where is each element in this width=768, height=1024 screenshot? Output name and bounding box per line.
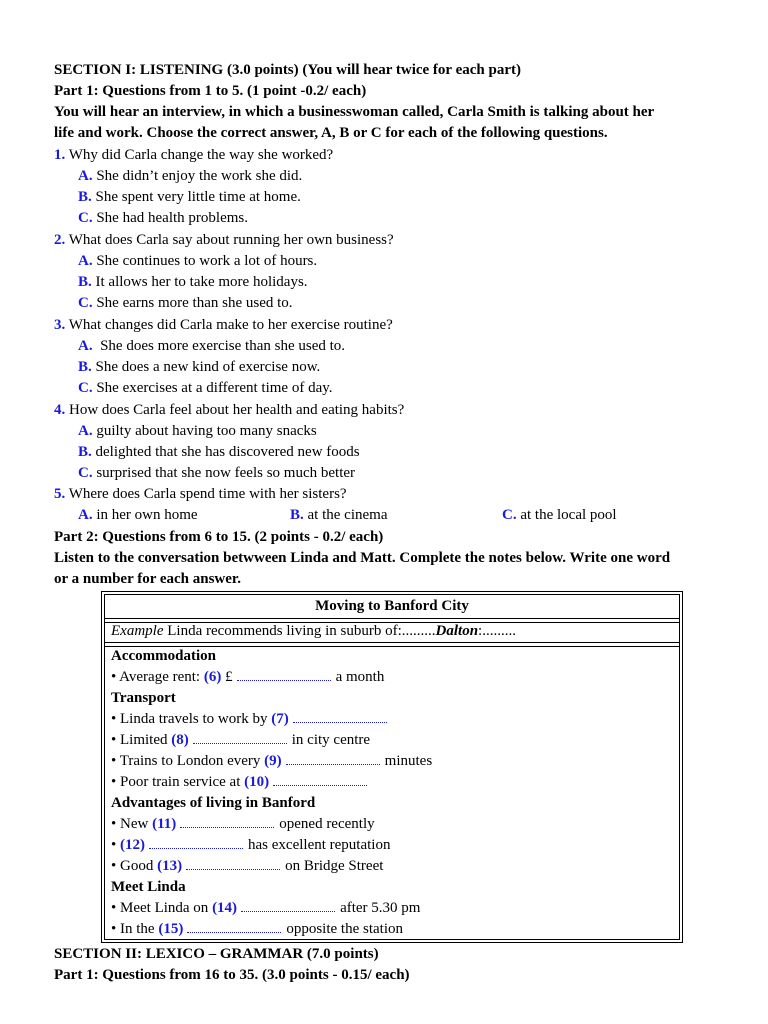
- note-text: minutes: [384, 753, 433, 769]
- note-text: in city centre: [291, 732, 371, 748]
- q1-option-c: [78, 208, 248, 229]
- option-text: at the cinema: [307, 507, 388, 523]
- option-letter: C.: [78, 380, 93, 396]
- note-text: • Average rent:: [111, 669, 204, 685]
- question-text: How does Carla feel about her health and eating habits?: [69, 402, 405, 418]
- option-letter: B.: [78, 189, 92, 205]
- option-text: guilty about having too many snacks: [96, 423, 317, 439]
- option-letter: A.: [78, 253, 93, 269]
- option-text: surprised that she now feels so much better: [96, 465, 356, 481]
- note-text: after 5.30 pm: [340, 900, 421, 916]
- option-letter: C.: [502, 507, 517, 523]
- part1-instruction-line2: life and work. Choose the correct answer, A, B or C for each of the following questions.: [54, 125, 608, 141]
- answer-blank-8[interactable]: [193, 731, 287, 744]
- part2-instruction-line2: or a number for each answer.: [54, 571, 241, 587]
- note-text: opposite the station: [286, 921, 403, 937]
- q5-option-a: [78, 505, 198, 526]
- question-number: 4.: [54, 402, 66, 418]
- note-q15: [111, 919, 403, 940]
- option-text: She earns more than she used to.: [96, 295, 293, 311]
- question-number: 2.: [54, 232, 66, 248]
- advantages-heading: Advantages of living in Banford: [111, 795, 316, 811]
- option-text: in her own home: [96, 507, 198, 523]
- question-number: (12): [120, 837, 146, 853]
- question-4: [54, 400, 404, 421]
- note-q6: [111, 667, 384, 688]
- answer-blank-12[interactable]: [149, 836, 243, 849]
- note-text: • New: [111, 816, 153, 832]
- note-text: a month: [335, 669, 385, 685]
- q2-option-a: [78, 251, 317, 272]
- question-text: Where does Carla spend time with her sisters?: [68, 486, 347, 502]
- note-q12: [111, 835, 390, 856]
- meet-linda-heading: Meet Linda: [111, 879, 186, 895]
- question-number: (9): [264, 753, 282, 769]
- question-number: (6): [203, 669, 222, 685]
- option-letter: C.: [78, 295, 93, 311]
- option-text: She spent very little time at home.: [95, 189, 301, 205]
- note-text: on Bridge Street: [285, 858, 384, 874]
- q1-option-a: [78, 166, 302, 187]
- note-text: • Linda travels to work by: [111, 711, 272, 727]
- notes-table: [101, 591, 683, 943]
- note-text: • Trains to London every: [111, 753, 265, 769]
- note-q8: [111, 730, 370, 751]
- question-number: (8): [171, 732, 189, 748]
- note-q14: [111, 898, 420, 919]
- question-number: 1.: [54, 147, 66, 163]
- answer-blank-14[interactable]: [241, 899, 335, 912]
- answer-blank-10[interactable]: [273, 773, 367, 786]
- part1-instruction-line1: You will hear an interview, in which a businesswoman called, Carla Smith is talking about her: [54, 104, 655, 120]
- option-text: She had health problems.: [96, 210, 248, 226]
- section1-heading: SECTION I: LISTENING (3.0 points) (You will hear twice for each part): [54, 62, 521, 78]
- transport-heading: Transport: [111, 690, 176, 706]
- note-q11: [111, 814, 375, 835]
- note-text: • In the: [111, 921, 159, 937]
- question-number: (14): [212, 900, 238, 916]
- notes-title: Moving to Banford City: [315, 598, 469, 614]
- option-letter: B.: [290, 507, 304, 523]
- option-text: She does more exercise than she used to.: [96, 338, 346, 354]
- option-letter: A.: [78, 507, 93, 523]
- option-letter: A.: [78, 168, 93, 184]
- question-number: 5.: [54, 486, 66, 502]
- part2-heading: Part 2: Questions from 6 to 15. (2 points - 0.2/ each): [54, 529, 384, 545]
- note-q7: [111, 709, 392, 730]
- section2-heading: SECTION II: LEXICO – GRAMMAR (7.0 points): [54, 946, 379, 962]
- answer-blank-13[interactable]: [186, 857, 280, 870]
- question-number: (10): [244, 774, 270, 790]
- example-tail: :.........: [478, 623, 516, 639]
- question-text: What changes did Carla make to her exercise routine?: [68, 317, 393, 333]
- question-text: Why did Carla change the way she worked?: [68, 147, 334, 163]
- option-letter: A.: [78, 338, 93, 354]
- part1-heading: Part 1: Questions from 1 to 5. (1 point -0.2/ each): [54, 83, 367, 99]
- q3-option-c: [78, 378, 333, 399]
- option-letter: B.: [78, 359, 92, 375]
- answer-blank-6[interactable]: [237, 668, 331, 681]
- option-text: She exercises at a different time of day.: [96, 380, 333, 396]
- question-1: [54, 145, 333, 166]
- q2-option-c: [78, 293, 293, 314]
- option-text: It allows her to take more holidays.: [95, 274, 308, 290]
- option-text: delighted that she has discovered new foods: [95, 444, 360, 460]
- option-text: She does a new kind of exercise now.: [95, 359, 321, 375]
- note-text: has excellent reputation: [248, 837, 391, 853]
- q4-option-b: [78, 442, 360, 463]
- q3-option-b: [78, 357, 320, 378]
- option-letter: A.: [78, 423, 93, 439]
- note-q9: [111, 751, 432, 772]
- answer-blank-9[interactable]: [286, 752, 380, 765]
- answer-blank-7[interactable]: [293, 710, 387, 723]
- answer-blank-15[interactable]: [187, 920, 281, 933]
- note-text: • Poor train service at: [111, 774, 245, 790]
- option-letter: C.: [78, 465, 93, 481]
- note-text: £: [221, 669, 233, 685]
- note-text: • Meet Linda on: [111, 900, 213, 916]
- note-text: • Limited: [111, 732, 172, 748]
- question-number: (11): [152, 816, 177, 832]
- accommodation-heading: Accommodation: [111, 648, 216, 664]
- example-text: Linda recommends living in suburb of:.........: [163, 623, 436, 639]
- answer-blank-11[interactable]: [180, 815, 274, 828]
- option-letter: C.: [78, 210, 93, 226]
- q3-option-a: [78, 336, 345, 357]
- question-number: (13): [157, 858, 183, 874]
- question-text: What does Carla say about running her own business?: [68, 232, 394, 248]
- question-number: 3.: [54, 317, 66, 333]
- note-text: opened recently: [279, 816, 375, 832]
- q2-option-b: [78, 272, 308, 293]
- question-number: (7): [271, 711, 289, 727]
- note-q10: [111, 772, 372, 793]
- example-label: Example: [111, 623, 164, 639]
- note-q13: [111, 856, 383, 877]
- section2-part1-heading: Part 1: Questions from 16 to 35. (3.0 points - 0.15/ each): [54, 967, 410, 983]
- question-number: (15): [158, 921, 184, 937]
- q5-option-c: [502, 505, 617, 526]
- option-text: She continues to work a lot of hours.: [96, 253, 318, 269]
- question-5: [54, 484, 347, 505]
- option-text: at the local pool: [520, 507, 617, 523]
- question-3: [54, 315, 393, 336]
- note-text: •: [111, 837, 121, 853]
- q4-option-a: [78, 421, 317, 442]
- q4-option-c: [78, 463, 355, 484]
- example-answer: Dalton: [435, 623, 479, 639]
- q1-option-b: [78, 187, 301, 208]
- question-2: [54, 230, 394, 251]
- note-text: • Good: [111, 858, 158, 874]
- part2-instruction-line1: Listen to the conversation betwween Linda and Matt. Complete the notes below. Write one word: [54, 550, 671, 566]
- q5-option-b: [290, 505, 387, 526]
- option-letter: B.: [78, 444, 92, 460]
- option-text: She didn’t enjoy the work she did.: [96, 168, 303, 184]
- option-letter: B.: [78, 274, 92, 290]
- example-row: [111, 621, 516, 642]
